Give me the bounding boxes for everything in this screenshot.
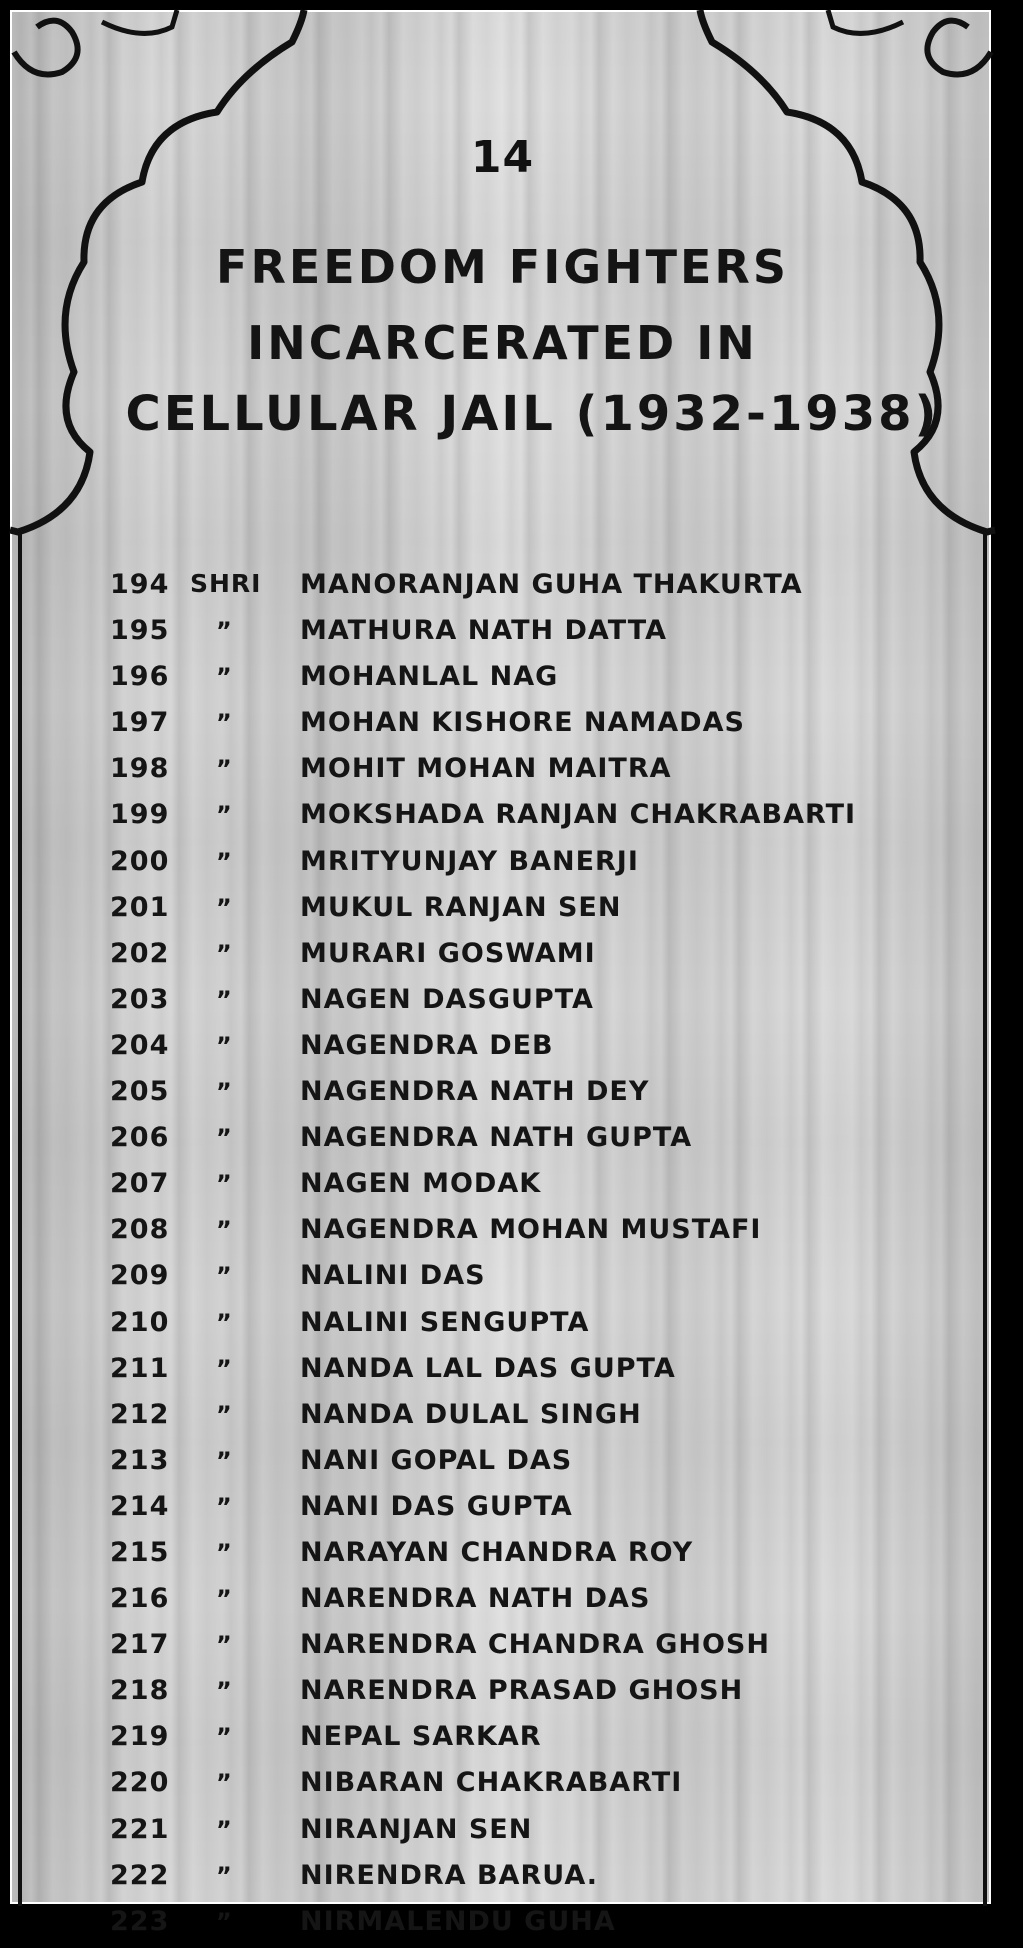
entry-number: 220 — [110, 1767, 170, 1799]
roll-entry — [12, 565, 993, 611]
entry-name: MUKUL RANJAN SEN — [300, 891, 622, 923]
entry-number: 206 — [110, 1122, 170, 1154]
freedom-fighter-roll — [12, 565, 993, 1948]
entry-number: 196 — [110, 661, 170, 693]
entry-name: MRITYUNJAY BANERJI — [300, 845, 639, 877]
entry-number: 197 — [110, 707, 170, 739]
entry-ditto-mark: ” — [216, 1170, 232, 1199]
entry-ditto-mark: ” — [216, 1446, 232, 1475]
entry-name: NARENDRA CHANDRA GHOSH — [300, 1629, 770, 1661]
entry-number: 215 — [110, 1536, 170, 1568]
entry-number: 223 — [110, 1905, 170, 1937]
roll-entry — [12, 1856, 993, 1902]
entry-number: 202 — [110, 937, 170, 969]
entry-ditto-mark: ” — [216, 1769, 232, 1798]
entry-number: 212 — [110, 1398, 170, 1430]
roll-entry — [12, 1072, 993, 1118]
entry-name: NAGENDRA DEB — [300, 1029, 554, 1061]
entry-ditto-mark: ” — [216, 893, 232, 922]
entry-ditto-mark: ” — [216, 1262, 232, 1291]
roll-entry — [12, 1487, 993, 1533]
entry-number: 194 — [110, 569, 170, 600]
entry-ditto-mark: ” — [216, 1031, 232, 1060]
entry-number: 222 — [110, 1859, 170, 1891]
entry-name: NIBARAN CHAKRABARTI — [300, 1767, 683, 1799]
entry-number: 199 — [110, 799, 170, 831]
entry-name: MOKSHADA RANJAN CHAKRABARTI — [300, 799, 857, 831]
roll-entry — [12, 1164, 993, 1210]
entry-name: MOHIT MOHAN MAITRA — [300, 753, 672, 785]
entry-ditto-mark: ” — [216, 1631, 232, 1660]
roll-entry — [12, 1810, 993, 1856]
roll-entry — [12, 1303, 993, 1349]
roll-entry — [12, 980, 993, 1026]
entry-number: 210 — [110, 1306, 170, 1338]
entry-number: 205 — [110, 1076, 170, 1108]
marble-plaque — [10, 10, 991, 1937]
roll-entry — [12, 1210, 993, 1256]
roll-entry — [12, 657, 993, 703]
entry-number: 219 — [110, 1721, 170, 1753]
entry-ditto-mark: ” — [216, 1216, 232, 1245]
roll-entry — [12, 1441, 993, 1487]
entry-ditto-mark: ” — [216, 801, 232, 830]
entry-name: NARAYAN CHANDRA ROY — [300, 1536, 694, 1568]
entry-ditto-mark: ” — [216, 985, 232, 1014]
entry-number: 213 — [110, 1444, 170, 1476]
entry-number: 217 — [110, 1629, 170, 1661]
roll-entry — [12, 1671, 993, 1717]
entry-name: NALINI SENGUPTA — [300, 1306, 590, 1338]
entry-name: NIRMALENDU GUHA — [300, 1905, 616, 1937]
roll-entry — [12, 1902, 993, 1948]
roll-entry — [12, 611, 993, 657]
entry-ditto-mark: ” — [216, 1723, 232, 1752]
entry-ditto-mark: ” — [216, 1677, 232, 1706]
roll-entry — [12, 934, 993, 980]
plaque-number: 14 — [470, 132, 535, 183]
entry-ditto-mark: ” — [216, 1354, 232, 1383]
entry-ditto-mark: ” — [216, 709, 232, 738]
entry-number: 211 — [110, 1352, 170, 1384]
entry-ditto-mark: ” — [216, 1861, 232, 1890]
entry-ditto-mark: ” — [216, 1585, 232, 1614]
entry-name: MATHURA NATH DATTA — [300, 615, 667, 647]
entry-name: NIRANJAN SEN — [300, 1813, 533, 1845]
roll-entry — [12, 1349, 993, 1395]
roll-entry — [12, 703, 993, 749]
entry-name: NAGEN MODAK — [300, 1168, 542, 1200]
entry-name: MURARI GOSWAMI — [300, 937, 596, 969]
entry-ditto-mark: ” — [216, 1538, 232, 1567]
entry-number: 221 — [110, 1813, 170, 1845]
entry-name: NAGENDRA NATH DEY — [300, 1076, 650, 1108]
entry-ditto-mark: ” — [216, 847, 232, 876]
entry-ditto-mark: ” — [216, 755, 232, 784]
entry-ditto-mark: ” — [216, 1308, 232, 1337]
roll-entry — [12, 1118, 993, 1164]
entry-number: 203 — [110, 983, 170, 1015]
roll-entry — [12, 1579, 993, 1625]
entry-name: NANDA LAL DAS GUPTA — [300, 1352, 676, 1384]
entry-name: NEPAL SARKAR — [300, 1721, 542, 1753]
entry-name: NAGENDRA NATH GUPTA — [300, 1122, 693, 1154]
entry-name: MOHAN KISHORE NAMADAS — [300, 707, 745, 739]
entry-ditto-mark: ” — [216, 1078, 232, 1107]
entry-name: NANI DAS GUPTA — [300, 1490, 573, 1522]
entry-number: 198 — [110, 753, 170, 785]
entry-number: 195 — [110, 615, 170, 647]
entry-name: NANI GOPAL DAS — [300, 1444, 573, 1476]
entry-number: 214 — [110, 1490, 170, 1522]
entry-ditto-mark: ” — [216, 1400, 232, 1429]
roll-entry — [12, 795, 993, 841]
entry-name: NARENDRA PRASAD GHOSH — [300, 1675, 744, 1707]
roll-entry — [12, 1256, 993, 1302]
entry-number: 207 — [110, 1168, 170, 1200]
entry-ditto-mark: ” — [216, 617, 232, 646]
entry-name: NARENDRA NATH DAS — [300, 1583, 651, 1615]
entry-ditto-mark: ” — [216, 939, 232, 968]
entry-number: 200 — [110, 845, 170, 877]
roll-entry — [12, 842, 993, 888]
entry-name: NALINI DAS — [300, 1260, 486, 1292]
roll-entry — [12, 1026, 993, 1072]
entry-ditto-mark: ” — [216, 663, 232, 692]
entry-number: 204 — [110, 1029, 170, 1061]
entry-number: 208 — [110, 1214, 170, 1246]
entry-name: MOHANLAL NAG — [300, 661, 559, 693]
entry-ditto-mark: ” — [216, 1907, 232, 1936]
roll-entry — [12, 888, 993, 934]
plaque-title-line-1: FREEDOM FIGHTERS — [216, 240, 789, 294]
entry-ditto-mark: ” — [216, 1815, 232, 1844]
plaque-title-line-3: CELLULAR JAIL (1932-1938) — [125, 386, 940, 442]
entry-name: NAGEN DASGUPTA — [300, 983, 594, 1015]
roll-entry — [12, 1533, 993, 1579]
entry-name: MANORANJAN GUHA THAKURTA — [300, 569, 803, 600]
roll-entry — [12, 1763, 993, 1809]
entry-name: NIRENDRA BARUA. — [300, 1859, 598, 1891]
roll-entry — [12, 1395, 993, 1441]
entry-honorific: SHRI — [190, 569, 262, 598]
roll-entry — [12, 749, 993, 795]
plaque-title-line-2: INCARCERATED IN — [247, 316, 758, 370]
roll-entry — [12, 1625, 993, 1671]
entry-ditto-mark: ” — [216, 1124, 232, 1153]
entry-number: 218 — [110, 1675, 170, 1707]
entry-name: NAGENDRA MOHAN MUSTAFI — [300, 1214, 762, 1246]
entry-name: NANDA DULAL SINGH — [300, 1398, 642, 1430]
roll-entry — [12, 1717, 993, 1763]
entry-number: 209 — [110, 1260, 170, 1292]
entry-number: 216 — [110, 1583, 170, 1615]
entry-ditto-mark: ” — [216, 1492, 232, 1521]
entry-number: 201 — [110, 891, 170, 923]
